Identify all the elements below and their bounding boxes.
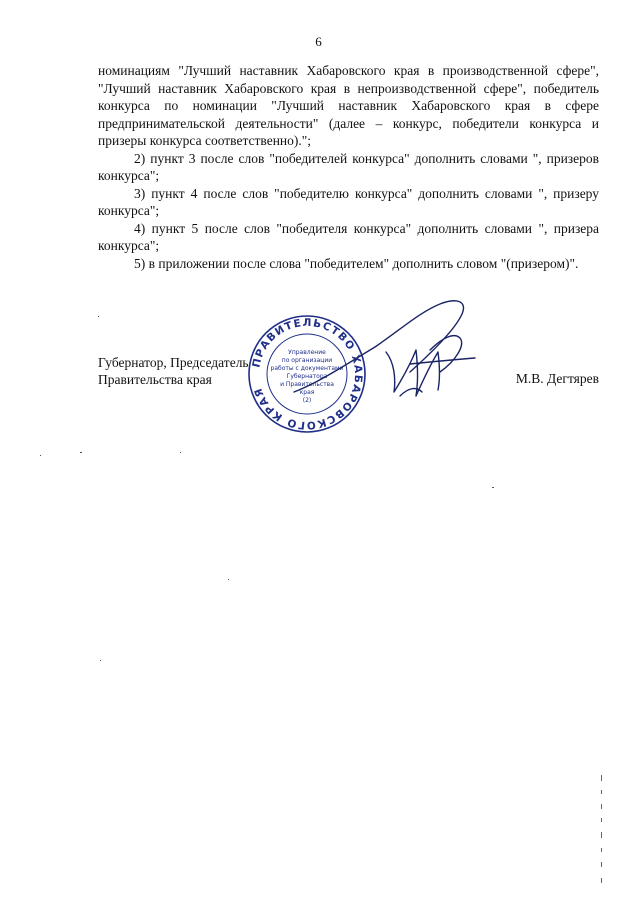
scan-edge-mark xyxy=(601,878,602,883)
handwritten-signature xyxy=(290,292,500,412)
body-text xyxy=(98,62,599,272)
seal-ring-text: ПРАВИТЕЛЬСТВО ХАБАРОВСКОГО КРАЯ xyxy=(250,316,365,432)
seal-inner-line: Управление xyxy=(288,349,326,356)
scan-speck xyxy=(228,579,229,580)
paragraph xyxy=(98,62,599,150)
seal-inner-line: (2) xyxy=(302,397,312,404)
text-line: "(призером)". xyxy=(500,255,579,271)
text-line: в сфере предпринимательской деятельности" (далее – конкурс, победители xyxy=(98,98,600,131)
page-number: 6 xyxy=(315,34,322,49)
position-line: Губернатор, Председатель xyxy=(98,355,249,370)
text-line: номинациям "Лучший наставник Хабаровского края в производственной xyxy=(98,63,549,78)
text-line: 5) в приложении после слова "победителем" дополнить словом xyxy=(134,255,498,271)
scan-edge-mark xyxy=(601,818,602,822)
text-line: 2) пункт 3 после слов "победителей конкурса" дополнить словами xyxy=(134,150,528,166)
position-line: Правительства края xyxy=(98,372,212,387)
signatory-name: М.В. Дегтярев xyxy=(515,371,599,386)
paragraph-item-5 xyxy=(98,255,599,273)
scan-edge-mark xyxy=(601,804,602,809)
paragraph-item-2 xyxy=(98,150,599,185)
scan-speck xyxy=(180,452,181,453)
seal-inner-line: и Правительства xyxy=(280,381,334,388)
signatory-position xyxy=(98,354,249,388)
scan-edge-mark xyxy=(601,848,602,852)
scan-edge-mark xyxy=(601,832,602,838)
seal-inner-line: работы с документами xyxy=(270,365,344,372)
text-line: ", призера конкурса"; xyxy=(98,220,600,253)
scan-edge-mark xyxy=(601,862,602,867)
text-line: ", призеру конкурса"; xyxy=(98,185,600,218)
seal-inner-line: по организации xyxy=(281,357,333,364)
scan-speck xyxy=(98,316,99,317)
scan-speck xyxy=(80,452,82,453)
scan-speck xyxy=(100,660,101,661)
scan-speck xyxy=(40,455,41,456)
text-line: победитель конкурса по номинации "Лучший наставник Хабаровского края xyxy=(98,80,599,113)
text-line: сфере", "Лучший наставник Хабаровского края в непроизводственной сфере", xyxy=(98,63,599,96)
text-line: 3) пункт 4 после слов "победителю конкурса" дополнить словами xyxy=(134,185,533,201)
scan-speck xyxy=(492,487,494,488)
text-line: ", призеров конкурса"; xyxy=(98,150,599,183)
seal-inner-line: Губернатора xyxy=(286,373,328,380)
paragraph-item-4 xyxy=(98,220,599,255)
scan-edge-mark xyxy=(601,775,602,781)
scan-edge-mark xyxy=(601,790,602,794)
text-line: 4) пункт 5 после слов "победителя конкурса" дополнить словами xyxy=(134,220,533,236)
text-line: конкурса и призеры конкурса соответственно)."; xyxy=(98,115,600,148)
seal-inner-line: края xyxy=(299,389,315,396)
paragraph-item-3 xyxy=(98,185,599,220)
